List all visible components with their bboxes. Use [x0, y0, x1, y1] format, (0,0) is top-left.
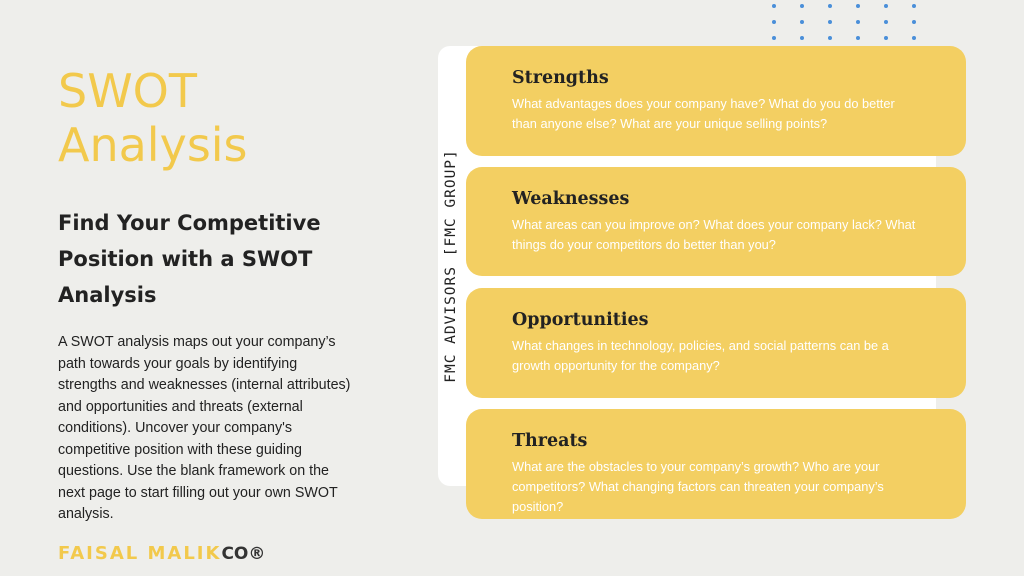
card-text: What areas can you improve on? What does your company lack? What things do your competitors do better than you? — [512, 217, 916, 252]
logo-name: FAISAL MALIK — [58, 543, 222, 564]
logo-suffix: CO® — [221, 544, 266, 564]
card-title: Weaknesses — [512, 189, 630, 209]
card-threats — [466, 409, 966, 519]
decorative-dot-grid — [772, 4, 918, 40]
page-title: SWOT Analysis — [58, 64, 248, 172]
card-text: What advantages does your company have? What do you do better than anyone else? What are your unique selling points? — [512, 96, 895, 131]
brand-logo — [58, 543, 265, 564]
side-label-text: FMC ADVISORS [FMC GROUP] — [443, 149, 460, 383]
card-strengths — [466, 46, 966, 156]
card-weaknesses — [466, 167, 966, 276]
page-subtitle: Find Your Competitive Position with a SWOT Analysis — [58, 211, 321, 307]
card-text: What changes in technology, policies, and social patterns can be a growth opportunity for the company? — [512, 338, 889, 373]
side-label — [438, 46, 464, 486]
card-title: Threats — [512, 431, 588, 451]
card-opportunities — [466, 288, 966, 398]
card-title: Opportunities — [512, 310, 649, 330]
intro-paragraph: A SWOT analysis maps out your company’s path towards your goals by identifying strengths and weaknesses (internal attributes) and opportunities and threats (external conditions). Uncover your company's competitive position with these guiding questions. Use the blank framework on the next page to start filling out your own SWOT analysis. — [58, 334, 351, 522]
card-title: Strengths — [512, 68, 609, 88]
card-text: What are the obstacles to your company’s growth? Who are your competitors? What changing factors can threaten your company’s position? — [512, 459, 884, 514]
